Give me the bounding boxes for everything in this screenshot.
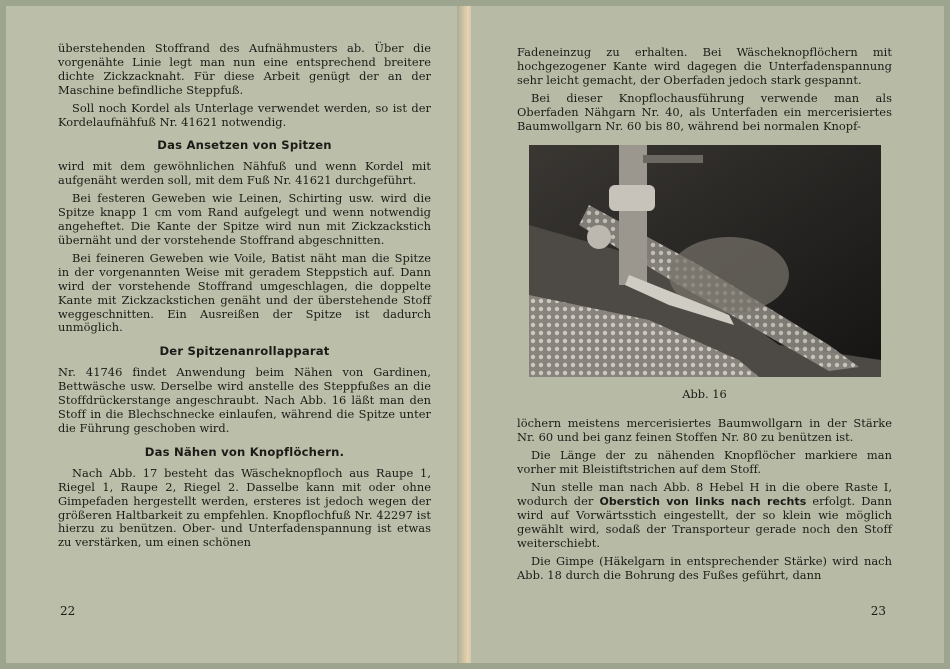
book-spread	[6, 6, 944, 663]
section-heading: Der Spitzenanrollapparat	[159, 344, 330, 359]
sewing-foot-illustration	[529, 145, 881, 377]
paragraph: wird mit dem gewöhnlichen Nähfuß und wenn Kordel mit aufgenäht werden soll, mit dem Fuß Nr. 41621 durchgeführt.	[58, 159, 431, 188]
section-heading: Das Ansetzen von Spitzen	[157, 138, 332, 153]
paragraph: Soll noch Kordel als Unterlage verwendet werden, so ist der Kordelaufnähfuß Nr. 41621 notwendig.	[58, 100, 431, 129]
figure-caption: Abb. 16	[682, 387, 727, 402]
paragraph: löchern meistens mercerisiertes Baumwollgarn in der Stärke Nr. 60 und bei ganz feinen Stoffen Nr. 80 zu benützen ist.	[517, 416, 892, 445]
paragraph: Fadeneinzug zu erhalten. Bei Wäscheknopflöchern mit hochgezogener Kante wird dagegen die Unterfadenspannung sehr leicht gemacht, der Oberfaden jedoch stark gespannt.	[517, 45, 892, 87]
page-number: 23	[870, 604, 886, 618]
text-run: erfolgt. Dann wird auf Vorwärtsstich eingestellt, der so klein wie möglich gewählt wird, sodaß der Transporteur gerade noch den Stoff weiterschiebt.	[517, 493, 892, 550]
sewing-machine-photo	[529, 145, 881, 377]
paragraph: Bei feineren Geweben wie Voile, Batist näht man die Spitze in der vorgenannten Weise mit geradem Steppstich auf. Dann wird der vorstehende Stoffrand umgeschlagen, die doppelte Kante mit Zickzackstichen genäht und der überstehende Stoff weggeschnitten. Ein Ausreißen der Spitze ist dadurch unmöglich.	[58, 250, 431, 335]
paragraph: Die Länge der zu nähenden Knopflöcher markiere man vorher mit Bleistiftstrichen auf dem Stoff.	[517, 448, 892, 477]
text-run: Nun stelle man nach Abb. 8 Hebel H in die obere Raste I, wodurch der	[517, 480, 892, 508]
paragraph: Die Gimpe (Häkelgarn in entsprechender Stärke) wird nach Abb. 18 durch die Bohrung des Fußes geführt, dann	[517, 553, 892, 582]
section-heading: Das Nähen von Knopflöchern.	[144, 444, 345, 459]
page-number: 22	[60, 604, 76, 618]
paragraph: Bei festeren Geweben wie Leinen, Schirting usw. wird die Spitze knapp 1 cm vom Rand aufgelegt und wenn notwendig angeheftet. Die Kante der Spitze wird nun mit Zickzackstich übernäht und der vorstehende Stoffrand abgeschnitten.	[58, 191, 431, 247]
paragraph: Nach Abb. 17 besteht das Wäscheknopfloch aus Raupe 1, Riegel 1, Raupe 2, Riegel 2. Dasselbe kann mit oder ohne Gimpefaden hergestellt werden, ersteres ist jedoch wegen der größeren Haltbarkeit zu empfehlen. Knopflochfuß Nr. 42297 ist hierzu zu benützen. Ober- und Unterfadenspannung ist etwas zu verstärken, um einen schönen	[58, 465, 431, 550]
emphasized-text: Oberstich von links nach rechts	[599, 494, 807, 508]
left-page	[6, 6, 461, 663]
paragraph: Nr. 41746 findet Anwendung beim Nähen von Gardinen, Bettwäsche usw. Derselbe wird anstelle des Steppfußes an die Stoffdrückerstange angeschraubt. Nach Abb. 16 läßt man den Stoff in die Blechschnecke einlaufen, während die Spitze unter die Führung geschoben wird.	[58, 365, 431, 435]
paragraph: überstehenden Stoffrand des Aufnähmusters ab. Über die vorgenähte Linie legt man nun eine entsprechend breitere dichte Zickzacknaht. Für diese Arbeit genügt der an der Maschine befindliche Steppfuß.	[58, 41, 431, 97]
right-page	[471, 6, 944, 663]
paragraph: Bei dieser Knopflochausführung verwende man als Oberfaden Nähgarn Nr. 40, als Unterfaden ein mercerisiertes Baumwollgarn Nr. 60 bis 80, während bei normalen Knopf-	[517, 90, 892, 133]
paragraph	[517, 481, 892, 551]
